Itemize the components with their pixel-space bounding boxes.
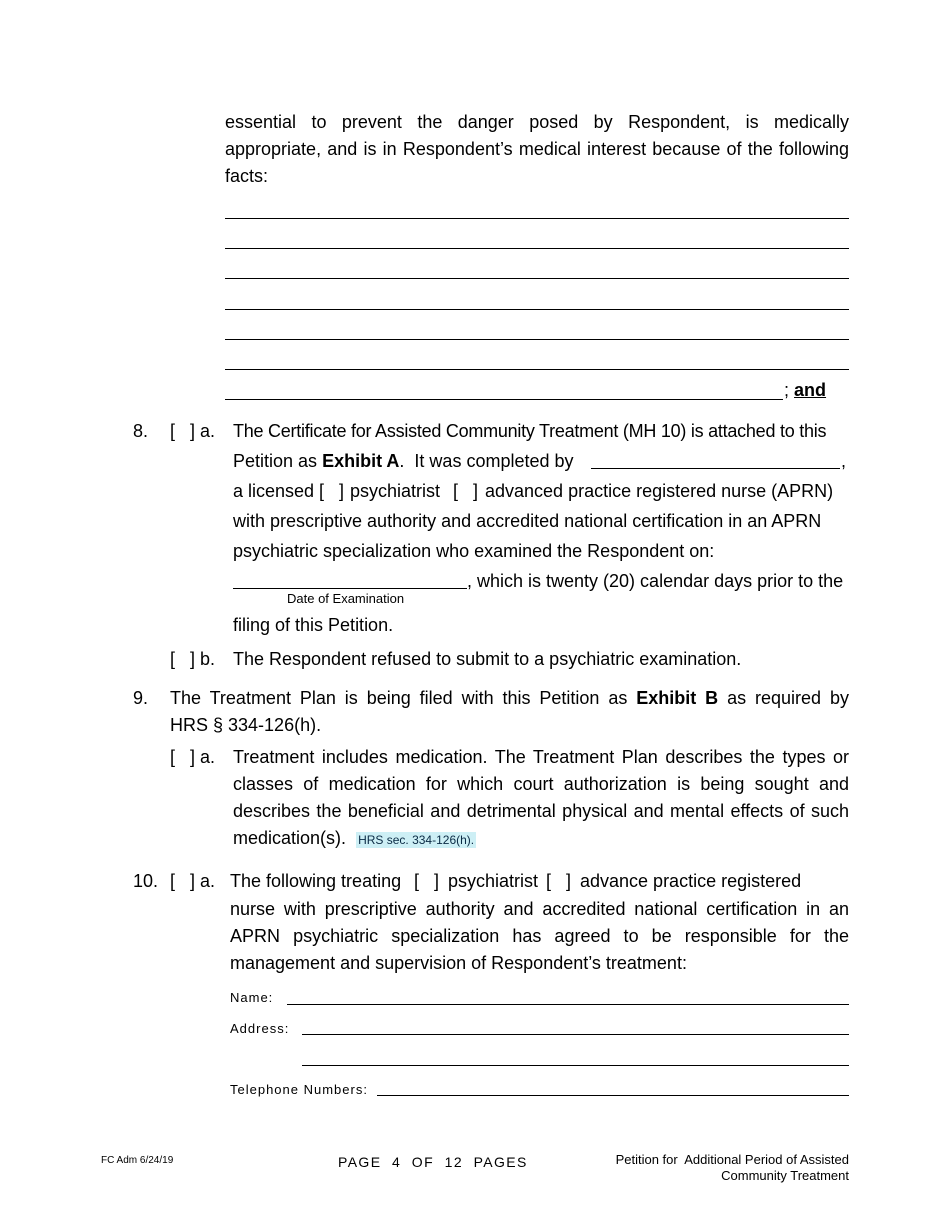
date-of-examination-field[interactable] <box>233 588 467 589</box>
psychiatrist-label: psychiatrist <box>350 481 441 501</box>
exhibit-a: Exhibit A <box>322 451 400 471</box>
item-8a-line-7: filing of this Petition. <box>233 615 394 635</box>
intro-line-3: facts: <box>225 166 269 186</box>
completed-by-field[interactable] <box>591 468 840 469</box>
item-10-line-2: nurse with prescriptive authority and accredited national certification in an <box>230 899 849 919</box>
item-9a-checkbox[interactable]: [ ] a. <box>170 747 216 767</box>
intro-line-1: essential to prevent the danger posed by Respondent, is medically <box>225 112 849 132</box>
facts-line-3[interactable] <box>225 278 849 279</box>
address-field-1[interactable] <box>302 1034 849 1035</box>
item-9a-line-1: Treatment includes medication. The Treatment Plan describes the types or <box>233 747 849 767</box>
facts-line-7[interactable] <box>225 399 783 400</box>
item-8a-line-5: psychiatric specialization who examined the Respondent on: <box>233 541 715 561</box>
item-9a-line-4 <box>233 825 849 854</box>
item-8b-checkbox[interactable]: [ ] b. <box>170 649 216 669</box>
item-8a-line-4: with prescriptive authority and accredited national certification in an APRN <box>233 511 822 531</box>
form-id: FC Adm 6/24/19 <box>101 1155 174 1166</box>
facts-end <box>784 377 826 404</box>
medication-text: medication(s). <box>233 828 347 848</box>
item-9-line-1 <box>170 685 849 712</box>
name-label: Name: <box>230 990 274 1005</box>
treating-aprn-checkbox[interactable]: [ ] <box>546 871 572 891</box>
item-9-number: 9. <box>133 688 149 708</box>
name-field[interactable] <box>287 1004 849 1005</box>
facts-line-1[interactable] <box>225 218 849 219</box>
licensed-label: a licensed <box>233 481 315 501</box>
item-8a-line-1: The Certificate for Assisted Community Treatment (MH 10) is attached to this <box>233 421 827 441</box>
hrs-reference-note: HRS sec. 334-126(h). <box>358 833 475 847</box>
item-9-text-pre: The Treatment Plan is being filed with this Petition as <box>170 688 628 708</box>
address-label: Address: <box>230 1021 290 1036</box>
facts-semicolon: ; <box>784 380 790 400</box>
document-title-line-2: Community Treatment <box>721 1168 849 1183</box>
item-10-number: 10. <box>133 871 159 891</box>
item-10-paragraph <box>230 896 849 977</box>
item-10-line-4: management and supervision of Respondent’s treatment: <box>230 953 687 973</box>
item-8a-completed-by: . It was completed by <box>399 451 574 471</box>
item-8a-line-3 <box>233 478 314 505</box>
treating-aprn-label: advance practice registered <box>580 871 802 891</box>
facts-line-4[interactable] <box>225 309 849 310</box>
aprn-label: advanced practice registered nurse (APRN) <box>485 481 834 501</box>
item-8-number: 8. <box>133 421 149 441</box>
page-number: PAGE 4 OF 12 PAGES <box>338 1154 528 1170</box>
item-8a-checkbox[interactable]: [ ] a. <box>170 421 216 441</box>
item-8a-petition-as: Petition as <box>233 451 318 471</box>
address-field-2[interactable] <box>302 1065 849 1066</box>
facts-line-6[interactable] <box>225 369 849 370</box>
facts-line-2[interactable] <box>225 248 849 249</box>
intro-line-2: appropriate, and is in Respondent’s medical interest because of the following <box>225 139 849 159</box>
document-title-line-1: Petition for Additional Period of Assisted <box>615 1152 849 1167</box>
intro-paragraph <box>225 109 849 190</box>
telephone-label: Telephone Numbers: <box>230 1082 368 1097</box>
exhibit-b: Exhibit B <box>636 688 719 708</box>
item-9-line-2: HRS § 334-126(h). <box>170 715 322 735</box>
item-9a-line-3: describes the beneficial and detrimental physical and mental effects of such <box>233 801 849 821</box>
document-title <box>616 1152 849 1184</box>
item-9a-line-2: classes of medication for which court authorization is being sought and <box>233 774 849 794</box>
telephone-field[interactable] <box>377 1095 849 1096</box>
treating-label: The following treating <box>230 871 402 891</box>
item-9-text-post: as required by <box>727 688 849 708</box>
date-of-examination-caption: Date of Examination <box>287 591 405 606</box>
aprn-checkbox[interactable]: [ ] <box>453 481 479 501</box>
item-8b-text: The Respondent refused to submit to a psychiatric examination. <box>233 649 742 669</box>
item-10a-checkbox[interactable]: [ ] a. <box>170 871 216 891</box>
item-10-line-3: APRN psychiatric specialization has agreed to be responsible for the <box>230 926 849 946</box>
facts-and: and <box>794 380 827 400</box>
treating-psychiatrist-label: psychiatrist <box>448 871 539 891</box>
item-9a-paragraph <box>233 744 849 854</box>
item-10-line-1 <box>230 868 401 895</box>
facts-line-5[interactable] <box>225 339 849 340</box>
treating-psychiatrist-checkbox[interactable]: [ ] <box>414 871 440 891</box>
item-8a-comma: , <box>841 451 847 471</box>
item-8a-line-6: , which is twenty (20) calendar days prior to the <box>467 571 844 591</box>
psychiatrist-checkbox[interactable]: [ ] <box>319 481 345 501</box>
item-8a-line-2 <box>233 448 574 475</box>
